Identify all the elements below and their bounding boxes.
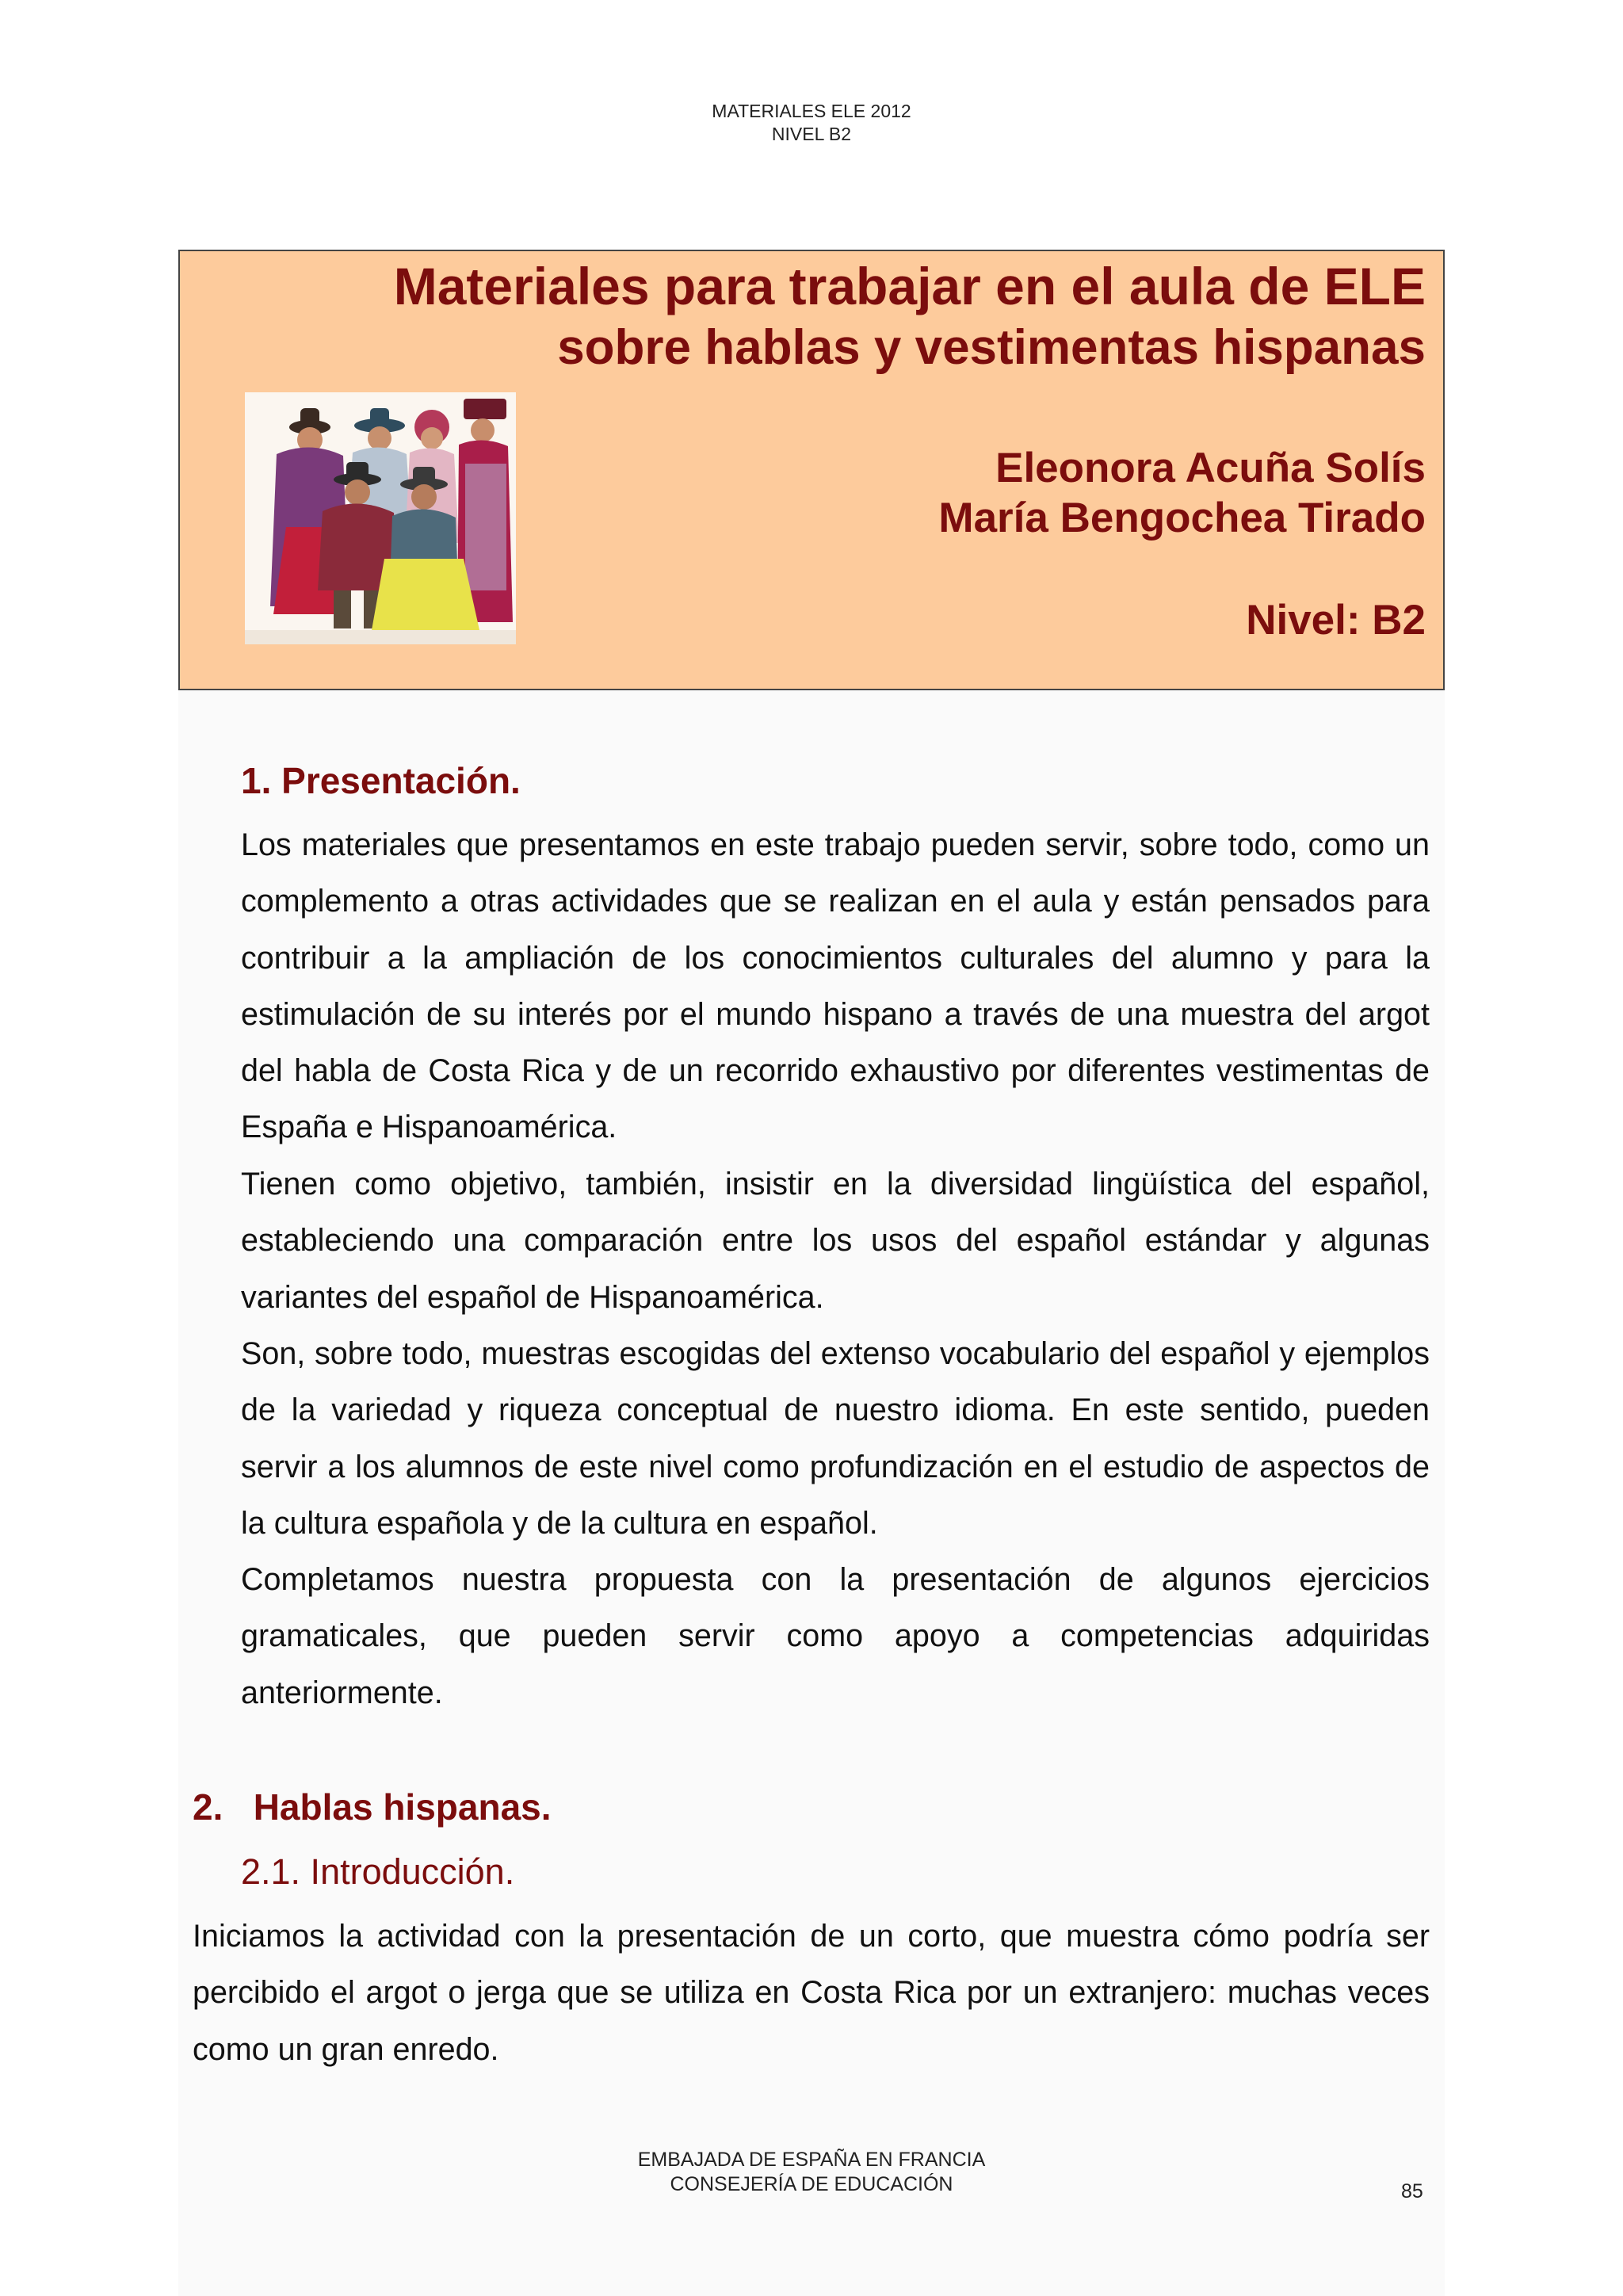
banner-title-line2: sobre hablas y vestimentas hispanas — [557, 320, 1426, 375]
banner-title-line1: Materiales para trabajar en el aula de ELE — [393, 257, 1426, 315]
section-1-heading: 1. Presentación. — [241, 760, 521, 801]
section-1-paragraph-3: Son, sobre todo, muestras escogidas del extenso vocabulario del español y ejemplos de la variedad y riqueza conceptual de nuestro idioma. En este sentido, pueden servir a los alumnos de este nivel como profundización en el estudio de aspectos de la cultura española y de la cultura en español. — [241, 1336, 1430, 1541]
running-header-level: NIVEL B2 — [771, 124, 852, 144]
footer-department: CONSEJERÍA DE EDUCACIÓN — [670, 2173, 953, 2195]
section-1-paragraph-4: Completamos nuestra propuesta con la presentación de algunos ejercicios gramaticales, que pueden servir como apoyo a competencias adquiridas anteriormente. — [241, 1562, 1430, 1710]
section-1-paragraph-2: Tienen como objetivo, también, insistir en la diversidad lingüística del español, estableciendo una comparación entre los usos del español estándar y algunas variantes del español de Hispanoamérica. — [241, 1167, 1430, 1315]
author-2: María Bengochea Tirado — [938, 495, 1426, 541]
section-2-paragraph: Iniciamos la actividad con la presentación de un corto, que muestra cómo podría ser percibido el argot o jerga que se utiliza en Costa Rica por un extranjero: muchas veces como un gran enredo. — [193, 1919, 1430, 2067]
section-2-1-subheading: 2.1. Introducción. — [241, 1851, 515, 1892]
page-number: 85 — [1401, 2180, 1423, 2202]
running-header-title: MATERIALES ELE 2012 — [712, 101, 911, 121]
section-1-paragraph-1: Los materiales que presentamos en este trabajo pueden servir, sobre todo, como un complemento a otras actividades que se realizan en el aula y están pensados para contribuir a la ampliación de los conocimientos culturales del alumno y para la estimulación de su interés por el mundo hispano a través de una muestra del argot del habla de Costa Rica y de un recorrido exhaustivo por diferentes vestimentas de España e Hispanoamérica. — [241, 827, 1430, 1145]
level-label: Nivel: B2 — [1246, 597, 1426, 644]
title-banner — [178, 250, 1445, 690]
section-2-heading: 2. Hablas hispanas. — [193, 1786, 552, 1828]
footer-embassy: EMBAJADA DE ESPAÑA EN FRANCIA — [637, 2149, 986, 2171]
author-1: Eleonora Acuña Solís — [995, 445, 1426, 491]
